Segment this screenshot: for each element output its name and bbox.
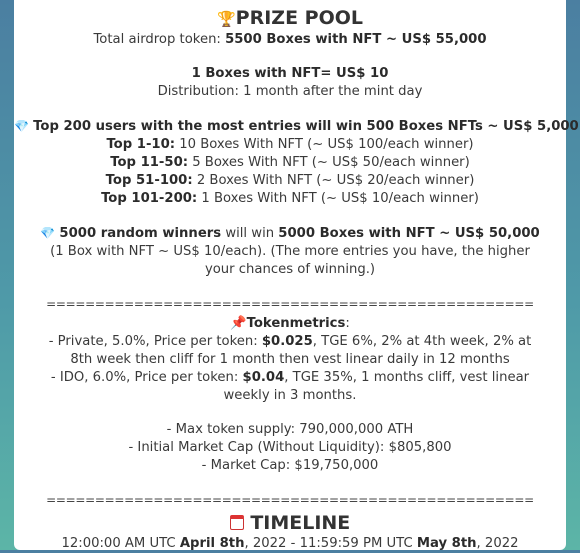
market-cap-line: - Market Cap: $19,750,000	[201, 458, 379, 473]
section-divider: ==================================================	[46, 297, 534, 311]
max-supply-line: - Max token supply: 790,000,000 ATH	[166, 422, 414, 437]
pushpin-icon: 📌	[230, 316, 247, 331]
tokenomics-heading: 📌Tokenmetrics:	[230, 316, 350, 331]
private-sale-line: - Private, 5.0%, Price per token: $0.025, TGE 6%, 2% at 4th week, 2% at 8th week then cliff for 1 month then vest linear daily in 12 months	[48, 334, 532, 367]
prize-pool-heading	[14, 6, 566, 31]
random-winners-paragraph: 💎 5000 random winners will win 5000 Boxes with NFT ~ US$ 50,000 (1 Box with NFT ~ US$ 10/each). (The more entries you have, the higher your chances of winning.)	[40, 226, 540, 277]
box-value-line: 1 Boxes with NFT= US$ 10	[191, 66, 389, 81]
diamond-icon: 💎	[14, 119, 29, 133]
prize-pool-title: PRIZE POOL	[235, 7, 364, 29]
diamond-icon: 💎	[40, 226, 56, 240]
calendar-icon	[230, 515, 244, 530]
tier-item: Top 1-10: 10 Boxes With NFT (~ US$ 100/each winner)	[106, 137, 474, 152]
distribution-line: Distribution: 1 month after the mint day	[157, 84, 423, 99]
tier-list	[14, 136, 566, 208]
timeline-heading: TIMELINE	[14, 511, 566, 535]
initial-market-cap-line: - Initial Market Cap (Without Liquidity): $805,800	[128, 440, 452, 455]
tier-item: Top 11-50: 5 Boxes With NFT (~ US$ 50/each winner)	[110, 155, 470, 170]
tier-item: Top 101-200: 1 Boxes With NFT (~ US$ 10/each winner)	[101, 191, 479, 206]
section-divider: ==================================================	[46, 493, 534, 507]
airdrop-details-card	[14, 0, 579, 551]
trophy-icon: 🏆	[216, 10, 236, 28]
ido-line: - IDO, 6.0%, Price per token: $0.04, TGE 35%, 1 months cliff, vest linear weekly in 3 months.	[50, 370, 530, 403]
top200-headline: 💎 Top 200 users with the most entries will win 500 Boxes NFTs ~ US$ 5,000	[14, 119, 579, 134]
tier-item: Top 51-100: 2 Boxes With NFT (~ US$ 20/each winner)	[105, 173, 475, 188]
timeline-dates: 12:00:00 AM UTC April 8th, 2022 - 11:59:59 PM UTC May 8th, 2022	[61, 536, 519, 551]
total-airdrop-line: Total airdrop token: 5500 Boxes with NFT ~ US$ 55,000	[93, 32, 487, 47]
